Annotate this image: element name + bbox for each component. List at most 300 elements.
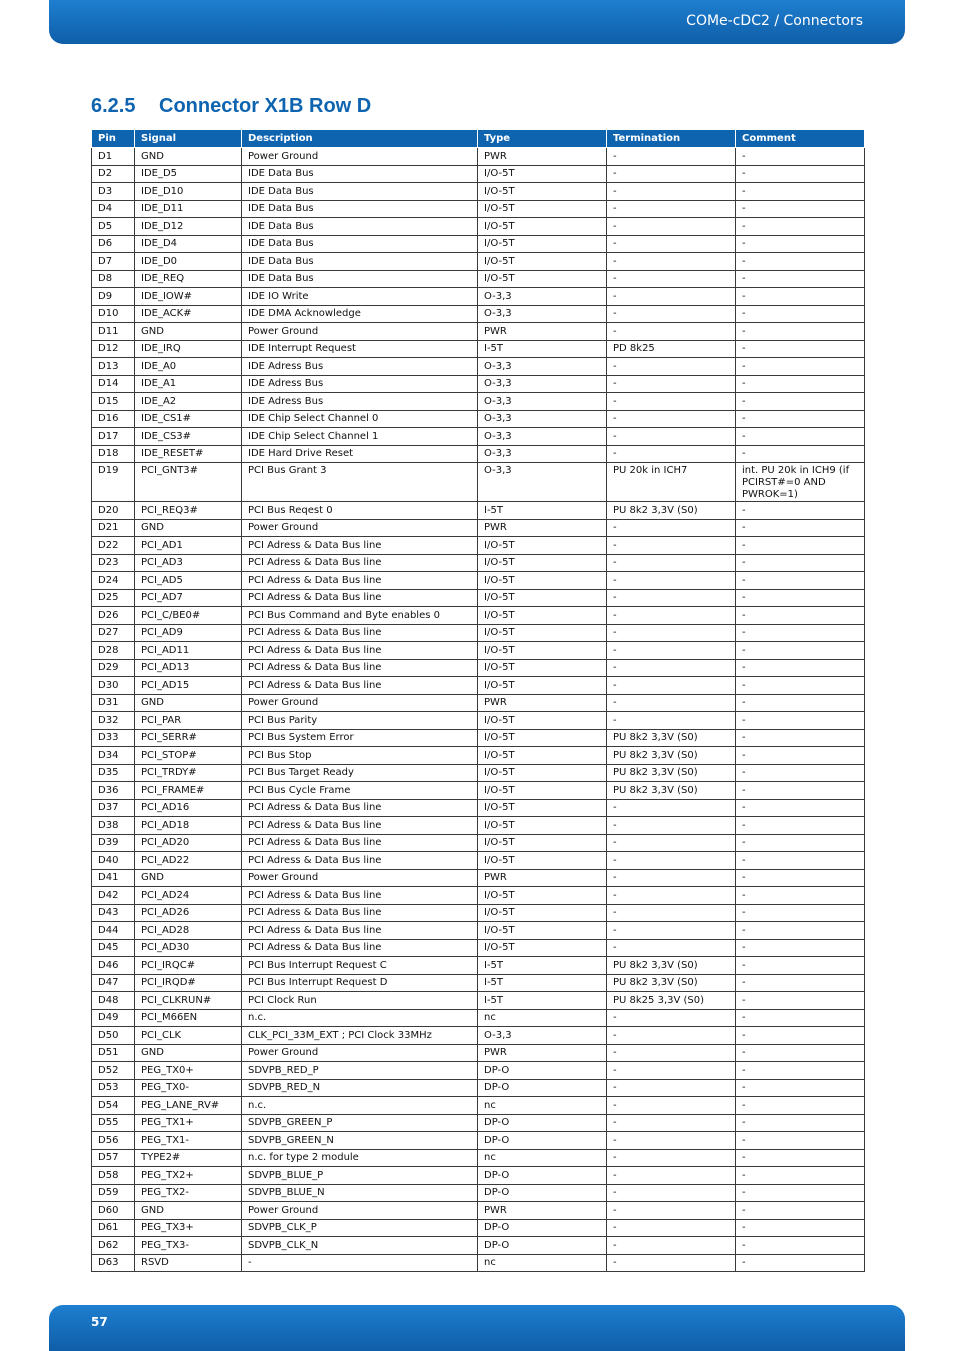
cell-termination: PU 8k2 3,3V (S0): [607, 747, 736, 765]
cell-pin: D10: [92, 305, 135, 323]
cell-description: IDE IO Write: [242, 288, 478, 306]
cell-type: I-5T: [478, 340, 607, 358]
table-row: [92, 712, 865, 730]
cell-signal: PCI_IRQC#: [135, 957, 242, 975]
cell-description: -: [242, 1254, 478, 1272]
cell-signal: IDE_D12: [135, 218, 242, 236]
cell-type: DP-O: [478, 1184, 607, 1202]
cell-signal: IDE_D5: [135, 165, 242, 183]
cell-termination: -: [607, 270, 736, 288]
cell-signal: PCI_AD24: [135, 887, 242, 905]
cell-pin: D45: [92, 939, 135, 957]
cell-description: IDE Chip Select Channel 0: [242, 410, 478, 428]
cell-type: I-5T: [478, 957, 607, 975]
cell-termination: -: [607, 288, 736, 306]
cell-termination: -: [607, 1202, 736, 1220]
cell-comment: -: [736, 747, 865, 765]
cell-pin: D40: [92, 852, 135, 870]
page-footer-bar: [49, 1305, 905, 1351]
cell-description: PCI Adress & Data Bus line: [242, 589, 478, 607]
table-row: [92, 694, 865, 712]
cell-comment: -: [736, 358, 865, 376]
cell-description: IDE Adress Bus: [242, 393, 478, 411]
cell-pin: D55: [92, 1114, 135, 1132]
cell-comment: -: [736, 712, 865, 730]
cell-comment: -: [736, 992, 865, 1010]
table-row: [92, 1079, 865, 1097]
column-header-type: Type: [478, 130, 607, 148]
table-row: [92, 834, 865, 852]
cell-description: PCI Bus Target Ready: [242, 764, 478, 782]
connector-pin-table: [91, 129, 865, 1272]
cell-signal: TYPE2#: [135, 1149, 242, 1167]
table-row: [92, 589, 865, 607]
cell-type: PWR: [478, 323, 607, 341]
cell-termination: -: [607, 1254, 736, 1272]
cell-description: PCI Bus Stop: [242, 747, 478, 765]
cell-termination: -: [607, 1237, 736, 1255]
cell-termination: -: [607, 445, 736, 463]
cell-termination: -: [607, 375, 736, 393]
cell-termination: -: [607, 358, 736, 376]
cell-comment: -: [736, 869, 865, 887]
cell-type: I/O-5T: [478, 922, 607, 940]
cell-pin: D59: [92, 1184, 135, 1202]
cell-type: O-3,3: [478, 445, 607, 463]
cell-pin: D12: [92, 340, 135, 358]
cell-pin: D23: [92, 554, 135, 572]
cell-pin: D42: [92, 887, 135, 905]
cell-signal: PCI_GNT3#: [135, 463, 242, 502]
table-row: [92, 922, 865, 940]
cell-description: Power Ground: [242, 694, 478, 712]
column-header-pin: Pin: [92, 130, 135, 148]
cell-pin: D41: [92, 869, 135, 887]
cell-signal: IDE_D11: [135, 200, 242, 218]
cell-pin: D63: [92, 1254, 135, 1272]
cell-comment: -: [736, 957, 865, 975]
table-row: [92, 1237, 865, 1255]
cell-pin: D15: [92, 393, 135, 411]
cell-pin: D51: [92, 1044, 135, 1062]
cell-termination: -: [607, 1184, 736, 1202]
cell-type: I/O-5T: [478, 852, 607, 870]
cell-type: I/O-5T: [478, 904, 607, 922]
cell-termination: -: [607, 1079, 736, 1097]
cell-signal: PCI_M66EN: [135, 1009, 242, 1027]
cell-signal: PEG_TX1-: [135, 1132, 242, 1150]
cell-description: PCI Bus Grant 3: [242, 463, 478, 502]
cell-type: nc: [478, 1149, 607, 1167]
cell-signal: PCI_AD16: [135, 799, 242, 817]
cell-description: IDE Interrupt Request: [242, 340, 478, 358]
column-header-signal: Signal: [135, 130, 242, 148]
cell-comment: -: [736, 607, 865, 625]
cell-signal: IDE_CS3#: [135, 428, 242, 446]
cell-termination: -: [607, 922, 736, 940]
cell-description: IDE Data Bus: [242, 183, 478, 201]
cell-description: PCI Adress & Data Bus line: [242, 834, 478, 852]
cell-termination: -: [607, 1062, 736, 1080]
cell-pin: D14: [92, 375, 135, 393]
table-row: [92, 1202, 865, 1220]
cell-pin: D18: [92, 445, 135, 463]
cell-termination: -: [607, 887, 736, 905]
cell-termination: PU 8k2 3,3V (S0): [607, 502, 736, 520]
cell-comment: -: [736, 375, 865, 393]
cell-termination: PD 8k25: [607, 340, 736, 358]
header-title: COMe-cDC2 / Connectors: [686, 13, 863, 29]
cell-signal: IDE_CS1#: [135, 410, 242, 428]
cell-type: I/O-5T: [478, 764, 607, 782]
cell-type: nc: [478, 1009, 607, 1027]
cell-signal: PEG_TX3+: [135, 1219, 242, 1237]
cell-comment: -: [736, 502, 865, 520]
cell-type: O-3,3: [478, 305, 607, 323]
column-header-termination: Termination: [607, 130, 736, 148]
cell-type: I/O-5T: [478, 165, 607, 183]
table-row: [92, 1184, 865, 1202]
cell-description: n.c.: [242, 1097, 478, 1115]
cell-termination: -: [607, 1044, 736, 1062]
table-header-row: [92, 130, 865, 148]
cell-type: O-3,3: [478, 1027, 607, 1045]
table-row: [92, 1009, 865, 1027]
cell-type: I/O-5T: [478, 253, 607, 271]
cell-signal: PCI_C/BE0#: [135, 607, 242, 625]
cell-pin: D8: [92, 270, 135, 288]
cell-description: IDE Adress Bus: [242, 375, 478, 393]
table-row: [92, 148, 865, 166]
table-row: [92, 463, 865, 502]
cell-termination: -: [607, 1219, 736, 1237]
cell-pin: D39: [92, 834, 135, 852]
cell-comment: -: [736, 659, 865, 677]
table-row: [92, 1097, 865, 1115]
cell-termination: -: [607, 939, 736, 957]
cell-pin: D53: [92, 1079, 135, 1097]
cell-pin: D58: [92, 1167, 135, 1185]
table-row: [92, 428, 865, 446]
table-row: [92, 1219, 865, 1237]
cell-signal: IDE_A2: [135, 393, 242, 411]
table-row: [92, 624, 865, 642]
cell-comment: -: [736, 817, 865, 835]
page-number: 57: [91, 1315, 108, 1329]
table-row: [92, 288, 865, 306]
cell-description: PCI Bus System Error: [242, 729, 478, 747]
cell-signal: PCI_AD26: [135, 904, 242, 922]
cell-comment: -: [736, 554, 865, 572]
table-row: [92, 939, 865, 957]
cell-signal: PCI_AD18: [135, 817, 242, 835]
table-row: [92, 992, 865, 1010]
cell-type: I/O-5T: [478, 218, 607, 236]
cell-pin: D37: [92, 799, 135, 817]
cell-termination: -: [607, 148, 736, 166]
cell-comment: -: [736, 572, 865, 590]
table-row: [92, 537, 865, 555]
cell-pin: D24: [92, 572, 135, 590]
cell-comment: -: [736, 1027, 865, 1045]
cell-description: IDE Hard Drive Reset: [242, 445, 478, 463]
cell-signal: PCI_AD9: [135, 624, 242, 642]
cell-description: SDVPB_BLUE_P: [242, 1167, 478, 1185]
cell-termination: PU 8k2 3,3V (S0): [607, 974, 736, 992]
cell-termination: -: [607, 554, 736, 572]
cell-termination: -: [607, 572, 736, 590]
cell-pin: D25: [92, 589, 135, 607]
cell-comment: -: [736, 922, 865, 940]
cell-signal: PCI_AD20: [135, 834, 242, 852]
cell-type: nc: [478, 1254, 607, 1272]
cell-pin: D62: [92, 1237, 135, 1255]
cell-pin: D16: [92, 410, 135, 428]
table-row: [92, 183, 865, 201]
cell-description: SDVPB_GREEN_P: [242, 1114, 478, 1132]
table-row: [92, 554, 865, 572]
table-row: [92, 747, 865, 765]
cell-comment: -: [736, 305, 865, 323]
cell-signal: IDE_IOW#: [135, 288, 242, 306]
cell-pin: D28: [92, 642, 135, 660]
cell-termination: -: [607, 1167, 736, 1185]
cell-comment: -: [736, 253, 865, 271]
cell-description: IDE Data Bus: [242, 200, 478, 218]
cell-comment: -: [736, 1044, 865, 1062]
cell-comment: -: [736, 1184, 865, 1202]
cell-pin: D31: [92, 694, 135, 712]
cell-description: SDVPB_CLK_P: [242, 1219, 478, 1237]
cell-description: PCI Adress & Data Bus line: [242, 537, 478, 555]
cell-description: PCI Bus Interrupt Request C: [242, 957, 478, 975]
table-row: [92, 502, 865, 520]
cell-pin: D49: [92, 1009, 135, 1027]
cell-termination: -: [607, 607, 736, 625]
cell-signal: IDE_A1: [135, 375, 242, 393]
cell-signal: PCI_AD15: [135, 677, 242, 695]
cell-description: PCI Adress & Data Bus line: [242, 572, 478, 590]
cell-description: IDE DMA Acknowledge: [242, 305, 478, 323]
cell-description: CLK_PCI_33M_EXT ; PCI Clock 33MHz: [242, 1027, 478, 1045]
cell-comment: -: [736, 642, 865, 660]
cell-signal: PCI_AD3: [135, 554, 242, 572]
cell-type: I/O-5T: [478, 799, 607, 817]
cell-description: Power Ground: [242, 869, 478, 887]
column-header-comment: Comment: [736, 130, 865, 148]
cell-pin: D9: [92, 288, 135, 306]
cell-description: PCI Adress & Data Bus line: [242, 642, 478, 660]
cell-type: I/O-5T: [478, 589, 607, 607]
cell-signal: PCI_CLK: [135, 1027, 242, 1045]
table-row: [92, 165, 865, 183]
cell-type: DP-O: [478, 1132, 607, 1150]
cell-comment: -: [736, 974, 865, 992]
cell-comment: -: [736, 1079, 865, 1097]
cell-signal: PEG_TX0-: [135, 1079, 242, 1097]
cell-pin: D11: [92, 323, 135, 341]
cell-type: PWR: [478, 148, 607, 166]
cell-description: PCI Adress & Data Bus line: [242, 939, 478, 957]
cell-comment: -: [736, 1167, 865, 1185]
table-body: [92, 148, 865, 1272]
cell-type: O-3,3: [478, 288, 607, 306]
cell-signal: IDE_D10: [135, 183, 242, 201]
cell-comment: -: [736, 1097, 865, 1115]
cell-comment: -: [736, 764, 865, 782]
cell-signal: PCI_AD22: [135, 852, 242, 870]
cell-pin: D26: [92, 607, 135, 625]
cell-type: I/O-5T: [478, 607, 607, 625]
table-row: [92, 358, 865, 376]
cell-pin: D47: [92, 974, 135, 992]
table-row: [92, 659, 865, 677]
table-row: [92, 729, 865, 747]
cell-pin: D54: [92, 1097, 135, 1115]
cell-pin: D56: [92, 1132, 135, 1150]
cell-signal: PCI_PAR: [135, 712, 242, 730]
cell-termination: PU 8k2 3,3V (S0): [607, 957, 736, 975]
cell-signal: PCI_AD1: [135, 537, 242, 555]
cell-type: I/O-5T: [478, 200, 607, 218]
cell-termination: -: [607, 1114, 736, 1132]
cell-comment: -: [736, 1009, 865, 1027]
cell-comment: -: [736, 428, 865, 446]
table-row: [92, 607, 865, 625]
table-row: [92, 642, 865, 660]
cell-signal: GND: [135, 869, 242, 887]
cell-description: Power Ground: [242, 323, 478, 341]
cell-signal: PCI_AD5: [135, 572, 242, 590]
cell-description: SDVPB_CLK_N: [242, 1237, 478, 1255]
cell-pin: D19: [92, 463, 135, 502]
cell-pin: D43: [92, 904, 135, 922]
cell-description: PCI Bus Interrupt Request D: [242, 974, 478, 992]
table-row: [92, 869, 865, 887]
cell-comment: -: [736, 270, 865, 288]
cell-termination: -: [607, 852, 736, 870]
cell-comment: -: [736, 1149, 865, 1167]
section-heading: [91, 95, 371, 118]
table-row: [92, 410, 865, 428]
cell-description: PCI Bus Parity: [242, 712, 478, 730]
cell-description: PCI Adress & Data Bus line: [242, 554, 478, 572]
cell-type: PWR: [478, 1202, 607, 1220]
cell-pin: D36: [92, 782, 135, 800]
table-row: [92, 270, 865, 288]
cell-description: PCI Bus Reqest 0: [242, 502, 478, 520]
cell-termination: -: [607, 677, 736, 695]
cell-type: PWR: [478, 694, 607, 712]
cell-termination: -: [607, 1097, 736, 1115]
cell-type: nc: [478, 1097, 607, 1115]
cell-description: IDE Data Bus: [242, 218, 478, 236]
cell-description: IDE Data Bus: [242, 253, 478, 271]
cell-signal: GND: [135, 1044, 242, 1062]
cell-signal: PCI_FRAME#: [135, 782, 242, 800]
cell-type: O-3,3: [478, 375, 607, 393]
cell-termination: -: [607, 1009, 736, 1027]
cell-type: I/O-5T: [478, 729, 607, 747]
cell-description: n.c. for type 2 module: [242, 1149, 478, 1167]
cell-termination: PU 20k in ICH7: [607, 463, 736, 502]
cell-description: Power Ground: [242, 1044, 478, 1062]
cell-type: O-3,3: [478, 428, 607, 446]
cell-comment: -: [736, 729, 865, 747]
cell-comment: -: [736, 288, 865, 306]
table-row: [92, 1044, 865, 1062]
cell-description: IDE Data Bus: [242, 270, 478, 288]
cell-comment: -: [736, 939, 865, 957]
cell-type: I/O-5T: [478, 834, 607, 852]
cell-termination: -: [607, 165, 736, 183]
cell-type: PWR: [478, 869, 607, 887]
cell-type: I/O-5T: [478, 572, 607, 590]
cell-pin: D5: [92, 218, 135, 236]
cell-termination: -: [607, 624, 736, 642]
cell-termination: -: [607, 589, 736, 607]
cell-signal: PCI_AD7: [135, 589, 242, 607]
cell-pin: D13: [92, 358, 135, 376]
cell-description: PCI Adress & Data Bus line: [242, 887, 478, 905]
table-row: [92, 1027, 865, 1045]
cell-signal: PCI_CLKRUN#: [135, 992, 242, 1010]
cell-termination: -: [607, 834, 736, 852]
cell-comment: -: [736, 1237, 865, 1255]
cell-pin: D32: [92, 712, 135, 730]
cell-pin: D2: [92, 165, 135, 183]
cell-type: I/O-5T: [478, 624, 607, 642]
cell-type: O-3,3: [478, 463, 607, 502]
cell-description: PCI Bus Cycle Frame: [242, 782, 478, 800]
cell-pin: D38: [92, 817, 135, 835]
cell-type: I/O-5T: [478, 270, 607, 288]
cell-comment: -: [736, 1219, 865, 1237]
cell-type: I/O-5T: [478, 887, 607, 905]
cell-pin: D29: [92, 659, 135, 677]
cell-termination: -: [607, 1149, 736, 1167]
cell-comment: -: [736, 834, 865, 852]
cell-pin: D48: [92, 992, 135, 1010]
cell-type: DP-O: [478, 1219, 607, 1237]
table-row: [92, 200, 865, 218]
cell-comment: -: [736, 393, 865, 411]
cell-pin: D60: [92, 1202, 135, 1220]
cell-description: SDVPB_RED_P: [242, 1062, 478, 1080]
cell-termination: -: [607, 323, 736, 341]
cell-description: Power Ground: [242, 1202, 478, 1220]
cell-termination: -: [607, 393, 736, 411]
cell-comment: -: [736, 340, 865, 358]
cell-termination: -: [607, 253, 736, 271]
table-row: [92, 1254, 865, 1272]
cell-signal: IDE_D4: [135, 235, 242, 253]
cell-type: DP-O: [478, 1114, 607, 1132]
cell-comment: -: [736, 200, 865, 218]
cell-description: PCI Adress & Data Bus line: [242, 904, 478, 922]
cell-description: PCI Adress & Data Bus line: [242, 677, 478, 695]
cell-type: I/O-5T: [478, 782, 607, 800]
cell-signal: PCI_IRQD#: [135, 974, 242, 992]
cell-description: n.c.: [242, 1009, 478, 1027]
table-row: [92, 1149, 865, 1167]
cell-description: SDVPB_GREEN_N: [242, 1132, 478, 1150]
cell-pin: D27: [92, 624, 135, 642]
cell-signal: GND: [135, 148, 242, 166]
cell-type: O-3,3: [478, 393, 607, 411]
cell-description: PCI Adress & Data Bus line: [242, 624, 478, 642]
cell-termination: -: [607, 519, 736, 537]
